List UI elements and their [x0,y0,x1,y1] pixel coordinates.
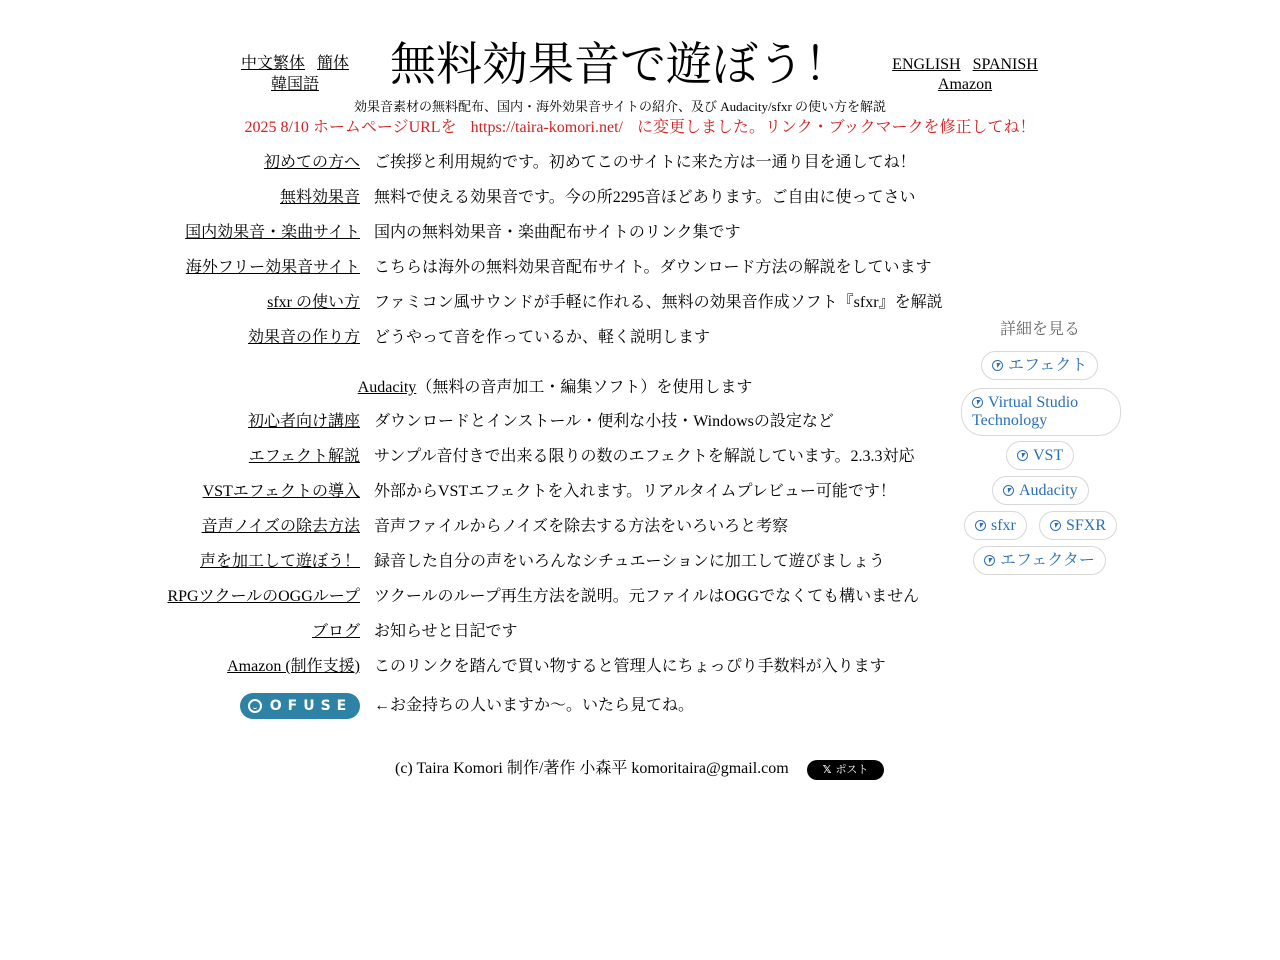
list-item-desc: ダウンロードとインストール・便利な小技・Windowsの設定など [374,413,834,430]
ofuse-label: OFUSE [269,698,353,714]
site-subtitle: 効果音素材の無料配布、国内・海外効果音サイトの紹介、及び Audacity/sfxr の使い方を解説 [353,99,887,114]
site-title: 無料効果音で遊ぼう！ [390,37,850,91]
tag-label: Audacity [1019,482,1078,499]
list-item-desc: ファミコン風サウンドが手軽に作れる、無料の効果音作成ソフト『sfxr』を解説 [374,294,943,311]
effects-guide-link[interactable]: エフェクト解説 [248,448,360,465]
ofuse-button[interactable] [240,693,360,719]
lang-korean-link[interactable]: 韓国語 [270,76,319,93]
free-sounds-link[interactable]: 無料効果音 [279,189,360,206]
tag-sfxr-lower[interactable] [964,511,1027,540]
x-post-button[interactable] [807,760,884,780]
rpg-maker-ogg-loop-link[interactable]: RPGツクールのOGGループ [167,588,360,605]
tag-label: VST [1033,447,1064,464]
list-item-desc: どうやって音を作っているか、軽く説明します [374,329,711,346]
list-item-desc: 国内の無料効果音・楽曲配布サイトのリンク集です [374,224,741,241]
tag-effector[interactable] [973,546,1106,575]
tag-virtual-studio-technology[interactable] [961,388,1121,436]
tag-label: Virtual Studio Technology [972,394,1079,429]
bolt-icon [992,360,1003,371]
ofuse-desc: ←お金持ちの人いますか～。いたら見てね。 [374,697,695,714]
list-item-desc: ご挨拶と利用規約です。初めてこのサイトに来た方は一通り目を通してね！ [374,154,916,171]
audacity-heading-text: （無料の音声加工・編集ソフト）を使用します [416,379,753,396]
list-item-desc: このリンクを踏んで買い物すると管理人にちょっぴり手数料が入ります [374,658,886,675]
bolt-icon [1017,450,1028,461]
tag-label: エフェクター [1000,552,1095,569]
list-item-desc: お知らせと日記です [374,623,518,640]
ofuse-logo-icon [248,699,262,713]
see-details-heading: 詳細を見る [999,321,1080,338]
notice-url: https://taira-komori.net/ [470,119,623,136]
tag-vst[interactable] [1006,441,1074,470]
tag-label: sfxr [991,517,1016,534]
audacity-heading [160,376,950,400]
tag-sfxr-upper[interactable] [1039,511,1117,540]
blog-link[interactable]: ブログ [311,623,360,640]
tag-effect[interactable] [981,351,1098,380]
how-to-make-sounds-link[interactable]: 効果音の作り方 [247,329,360,346]
vst-install-link[interactable]: VSTエフェクトの導入 [202,483,360,500]
tag-label: エフェクト [1008,357,1088,374]
lang-english-link[interactable]: ENGLISH [892,56,961,73]
bolt-icon [975,520,986,531]
lang-simplified-chinese-link[interactable]: 簡体 [317,55,350,72]
bolt-icon [1050,520,1061,531]
amazon-support-link[interactable]: Amazon (制作支援) [227,658,360,675]
list-item-desc: こちらは海外の無料効果音配布サイト。ダウンロード方法の解説をしています [374,259,932,276]
list-item-desc: 音声ファイルからノイズを除去する方法をいろいろと考察 [374,518,789,535]
noise-removal-link[interactable]: 音声ノイズの除去方法 [201,518,360,535]
first-visit-link[interactable]: 初めての方へ [263,154,360,171]
voice-processing-link[interactable]: 声を加工して遊ぼう！ [199,553,360,570]
language-links-right [880,55,1050,95]
list-item-desc: 録音した自分の声をいろんなシチュエーションに加工して遊びましょう [374,553,885,570]
domestic-sites-link[interactable]: 国内効果音・楽曲サイト [185,224,360,241]
amazon-link[interactable]: Amazon [937,76,993,93]
notice-suffix: に変更しました。リンク・ブックマークを修正してね！ [637,119,1036,136]
list-item-desc: 外部からVSTエフェクトを入れます。リアルタイムプレビュー可能です！ [374,483,896,500]
list-item-desc: サンプル音付きで出来る限りの数のエフェクトを解説しています。2.3.3対応 [374,448,915,465]
lang-traditional-chinese-link[interactable]: 中文繁体 [240,55,305,72]
bolt-icon [972,397,983,408]
language-links-left [230,53,360,95]
list-item-desc: ツクールのループ再生方法を説明。元ファイルはOGGでなくても構いません [374,588,920,605]
beginner-course-link[interactable]: 初心者向け講座 [247,413,360,430]
audacity-link[interactable]: Audacity [357,379,417,396]
list-item-desc: 無料で使える効果音です。今の所2295音ほどあります。ご自由に使ってさい [374,189,916,206]
sfxr-howto-link[interactable]: sfxr の使い方 [267,294,360,311]
lang-spanish-link[interactable]: SPANISH [972,56,1038,73]
tag-label: SFXR [1066,517,1107,534]
bolt-icon [1003,485,1014,496]
copyright-footer: (c) Taira Komori 制作/著作 小森平 komoritaira@gmail.com [395,760,789,777]
bolt-icon [984,555,995,566]
tag-audacity[interactable] [992,476,1089,505]
notice-prefix: 2025 8/10 ホームページURLを [244,119,457,136]
x-logo-icon: 𝕏 [822,763,832,776]
url-change-notice [160,118,1120,138]
overseas-sites-link[interactable]: 海外フリー効果音サイト [185,259,360,276]
x-post-label: ポスト [835,763,869,776]
